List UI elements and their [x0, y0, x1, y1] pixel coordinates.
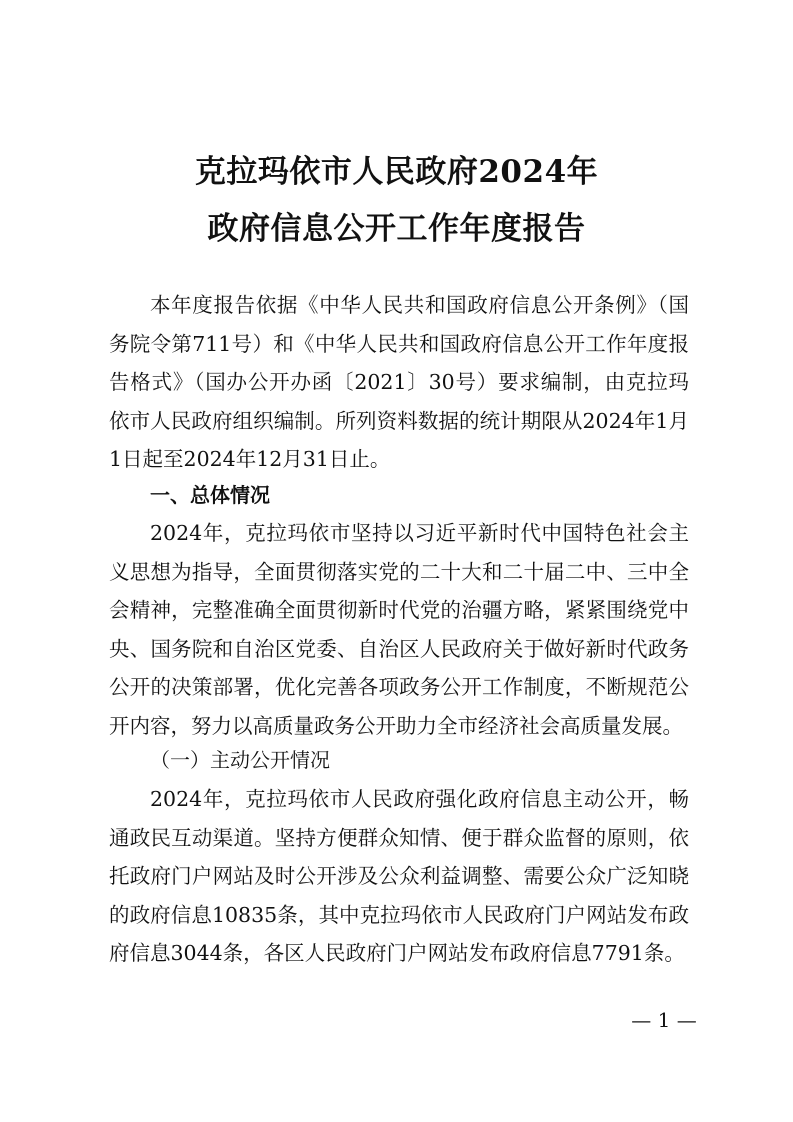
document-title-line1: 克拉玛依市人民政府2024年 — [194, 154, 599, 190]
page-number: — 1 — — [631, 1008, 697, 1032]
document-title-line2: 政府信息公开工作年度报告 — [207, 211, 586, 247]
section-heading-overall: 一、总体情况 — [150, 483, 270, 507]
intro-paragraph: 本年度报告依据《中华人民共和国政府信息公开条例》（国务院令第711号）和《中华人民共和国政府信息公开工作年度报告格式》（国办公开办函〔2021〕30号）要求编制，由克拉玛依市人民政府组织编制。所列资料数据的统计期限从2024年1月1日起至2024年12月31日止。 — [109, 293, 689, 472]
active-disclosure-paragraph: 2024年，克拉玛依市人民政府强化政府信息主动公开，畅通政民互动渠道。坚持方便群众知情、便于群众监督的原则，依托政府门户网站及时公开涉及公众利益调整、需要公众广泛知晓的政府信息10835条，其中克拉玛依市人民政府门户网站发布政府信息3044条，各区人民政府门户网站发布政府信息7791条。 — [109, 787, 689, 966]
subsection-heading-active-disclosure: （一）主动公开情况 — [150, 748, 330, 772]
overall-situation-paragraph: 2024年，克拉玛依市坚持以习近平新时代中国特色社会主义思想为指导，全面贯彻落实党的二十大和二十届二中、三中全会精神，完整准确全面贯彻新时代党的治疆方略，紧紧围绕党中央、国务院和自治区党委、自治区人民政府关于做好新时代政务公开的决策部署，优化完善各项政务公开工作制度，不断规范公开内容，努力以高质量政务公开助力全市经济社会高质量发展。 — [109, 521, 689, 738]
